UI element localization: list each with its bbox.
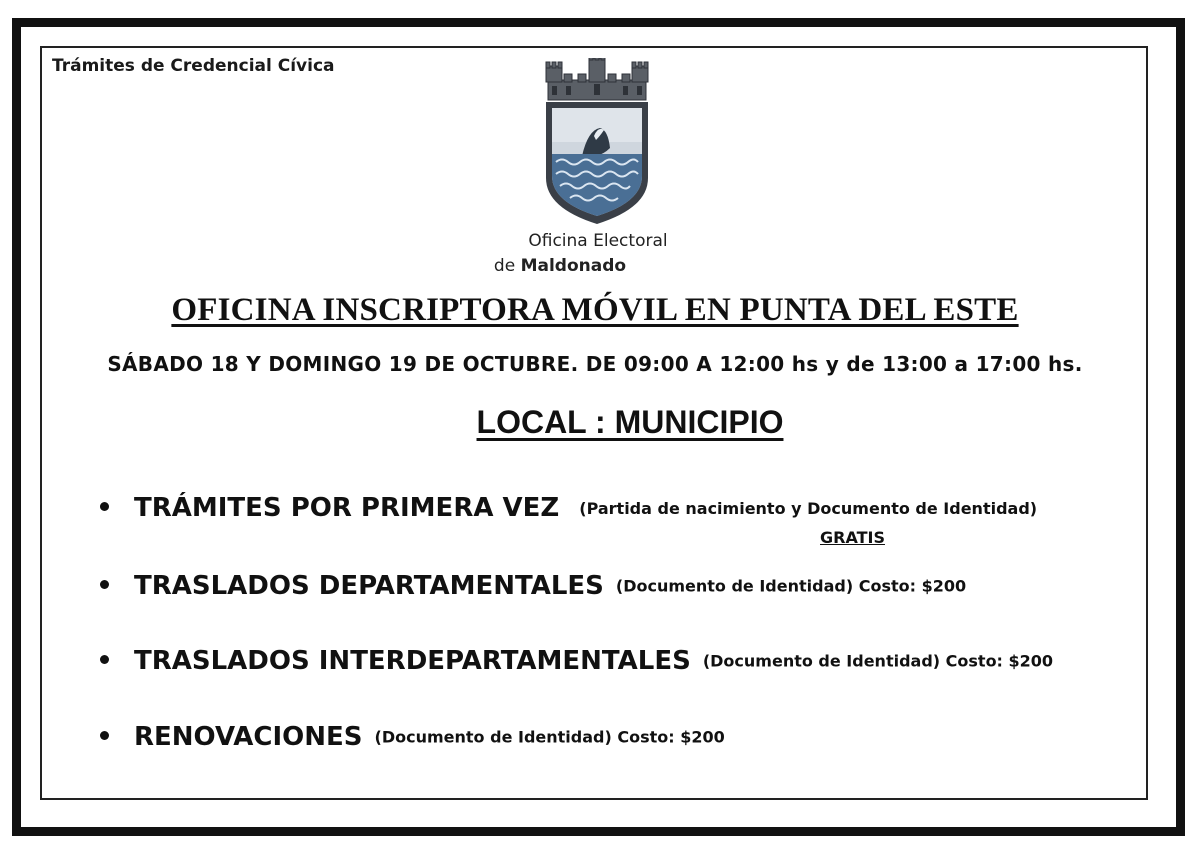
office-location	[480, 256, 640, 276]
service-item-first-time	[100, 493, 1037, 533]
service-item-departmental	[100, 571, 966, 611]
notice-location: LOCAL : MUNICIPIO	[476, 404, 784, 440]
bullet-icon	[100, 580, 109, 589]
bullet-icon	[100, 655, 109, 664]
bullet-icon	[100, 502, 109, 511]
office-location-city: Maldonado	[520, 256, 627, 276]
service-item-interdepartmental	[100, 646, 1053, 686]
office-name: Oficina Electoral	[528, 231, 668, 251]
service-detail: (Partida de nacimiento y Documento de Identidad)	[579, 498, 1038, 518]
service-name: TRÁMITES POR PRIMERA VEZ	[134, 493, 560, 523]
service-detail: (Documento de Identidad) Costo: $200	[702, 651, 1054, 671]
service-name: TRASLADOS DEPARTAMENTALES	[134, 571, 604, 601]
office-location-prefix: de	[493, 256, 521, 276]
header-label: Trámites de Credencial Cívica	[52, 56, 335, 76]
notice-schedule: SÁBADO 18 Y DOMINGO 19 DE OCTUBRE. DE 09:00 A 12:00 hs y de 13:00 a 17:00 hs.	[107, 352, 1083, 376]
service-name: TRASLADOS INTERDEPARTAMENTALES	[134, 646, 691, 676]
service-item-renewals	[100, 722, 725, 762]
service-detail: (Documento de Identidad) Costo: $200	[615, 576, 967, 596]
service-price-free: GRATIS	[820, 528, 885, 547]
service-name: RENOVACIONES	[134, 722, 363, 752]
service-detail: (Documento de Identidad) Costo: $200	[374, 727, 725, 747]
coat-of-arms-icon	[538, 58, 656, 228]
notice-title: OFICINA INSCRIPTORA MÓVIL EN PUNTA DEL ESTE	[171, 292, 1019, 328]
bullet-icon	[100, 731, 109, 740]
